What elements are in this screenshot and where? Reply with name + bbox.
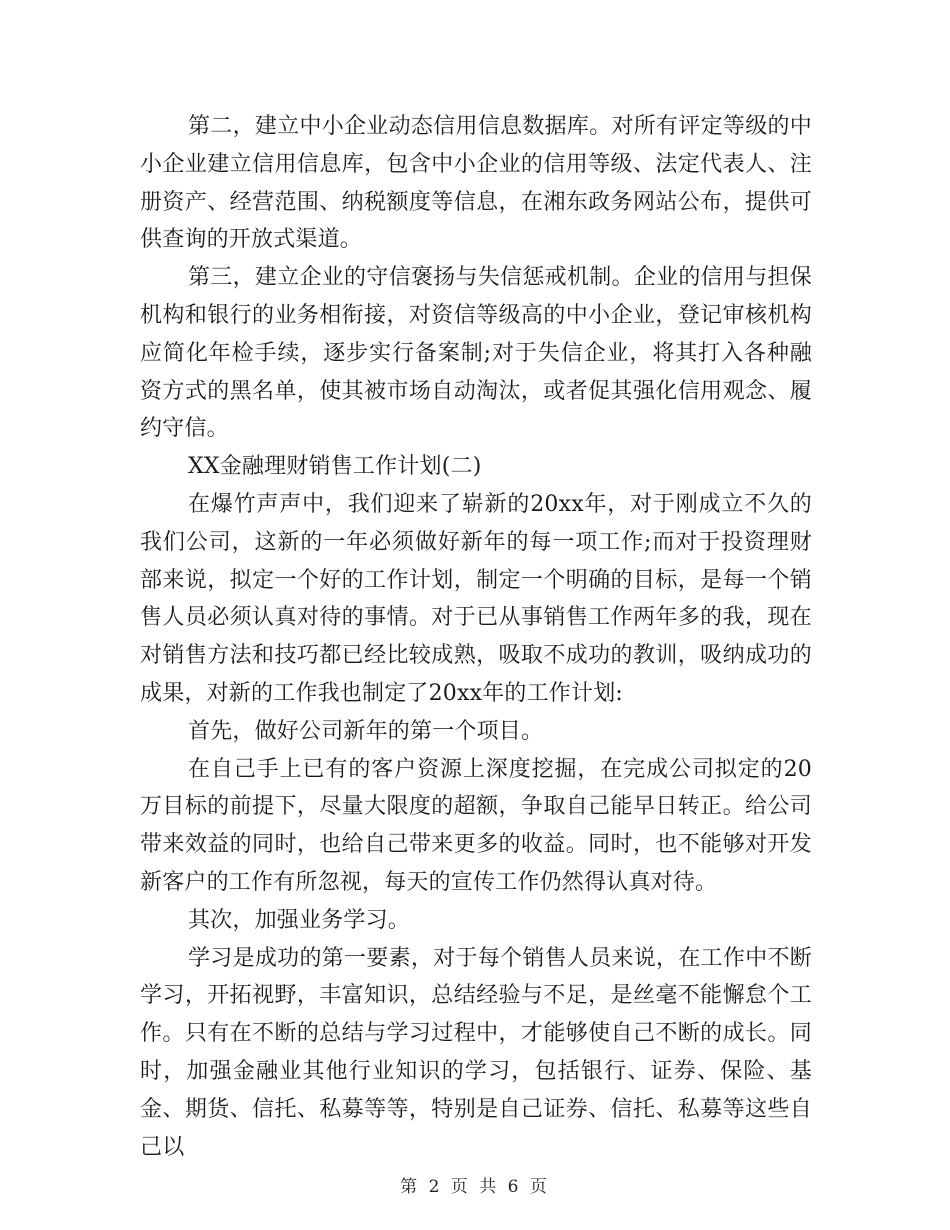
paragraph-new-year-intro: 在爆竹声声中，我们迎来了崭新的20xx年，对于刚成立不久的我们公司，这新的一年必须做好新年的每一项工作;而对于投资理财部来说，拟定一个好的工作计划，制定一个明确的目标，是每一个销售人员必须认真对待的事情。对于已从事销售工作两年多的我，现在对销售方法和技巧都已经比较成熟，吸取不成功的教训，吸纳成功的成果，对新的工作我也制定了20xx年的工作计划:: [140, 491, 812, 706]
paragraph-credit-incentive: 第三，建立企业的守信褒扬与失信惩戒机制。企业的信用与担保机构和银行的业务相衔接，对资信等级高的中小企业，登记审核机构应简化年检手续，逐步实行备案制;对于失信企业，将其打入各种融资方式的黑名单，使其被市场自动淘汰，或者促其强化信用观念、履约守信。: [140, 265, 812, 442]
paragraph-credit-database: 第二，建立中小企业动态信用信息数据库。对所有评定等级的中小企业建立信用信息库，包含中小企业的信用等级、法定代表人、注册资产、经营范围、纳税额度等信息，在湘东政务网站公布，提供可供查询的开放式渠道。: [140, 114, 812, 253]
document-body: [140, 108, 812, 1166]
paragraph-second-point: 其次，加强业务学习。: [188, 907, 411, 933]
paragraph-learning: 学习是成功的第一要素，对于每个销售人员来说，在工作中不断学习，开拓视野，丰富知识，总结经验与不足，是丝毫不能懈怠个工作。只有在不断的总结与学习过程中，才能够使自己不断的成长。同时，加强金融业其他行业知识的学习，包括银行、证券、保险、基金、期货、信托、私募等等，特别是自己证券、信托、私募等这些自己以: [140, 945, 812, 1160]
paragraph-first-point: 首先，做好公司新年的第一个项目。: [188, 718, 544, 744]
paragraph-client-resources: 在自己手上已有的客户资源上深度挖掘，在完成公司拟定的20万目标的前提下，尽量大限度的超额，争取自己能早日转正。给公司带来效益的同时，也给自己带来更多的收益。同时，也不能够对开发新客户的工作有所忽视，每天的宣传工作仍然得认真对待。: [140, 756, 812, 895]
section-heading: XX金融理财销售工作计划(二): [188, 454, 482, 480]
page-number-footer: 第 2 页 共 6 页: [400, 1177, 550, 1197]
